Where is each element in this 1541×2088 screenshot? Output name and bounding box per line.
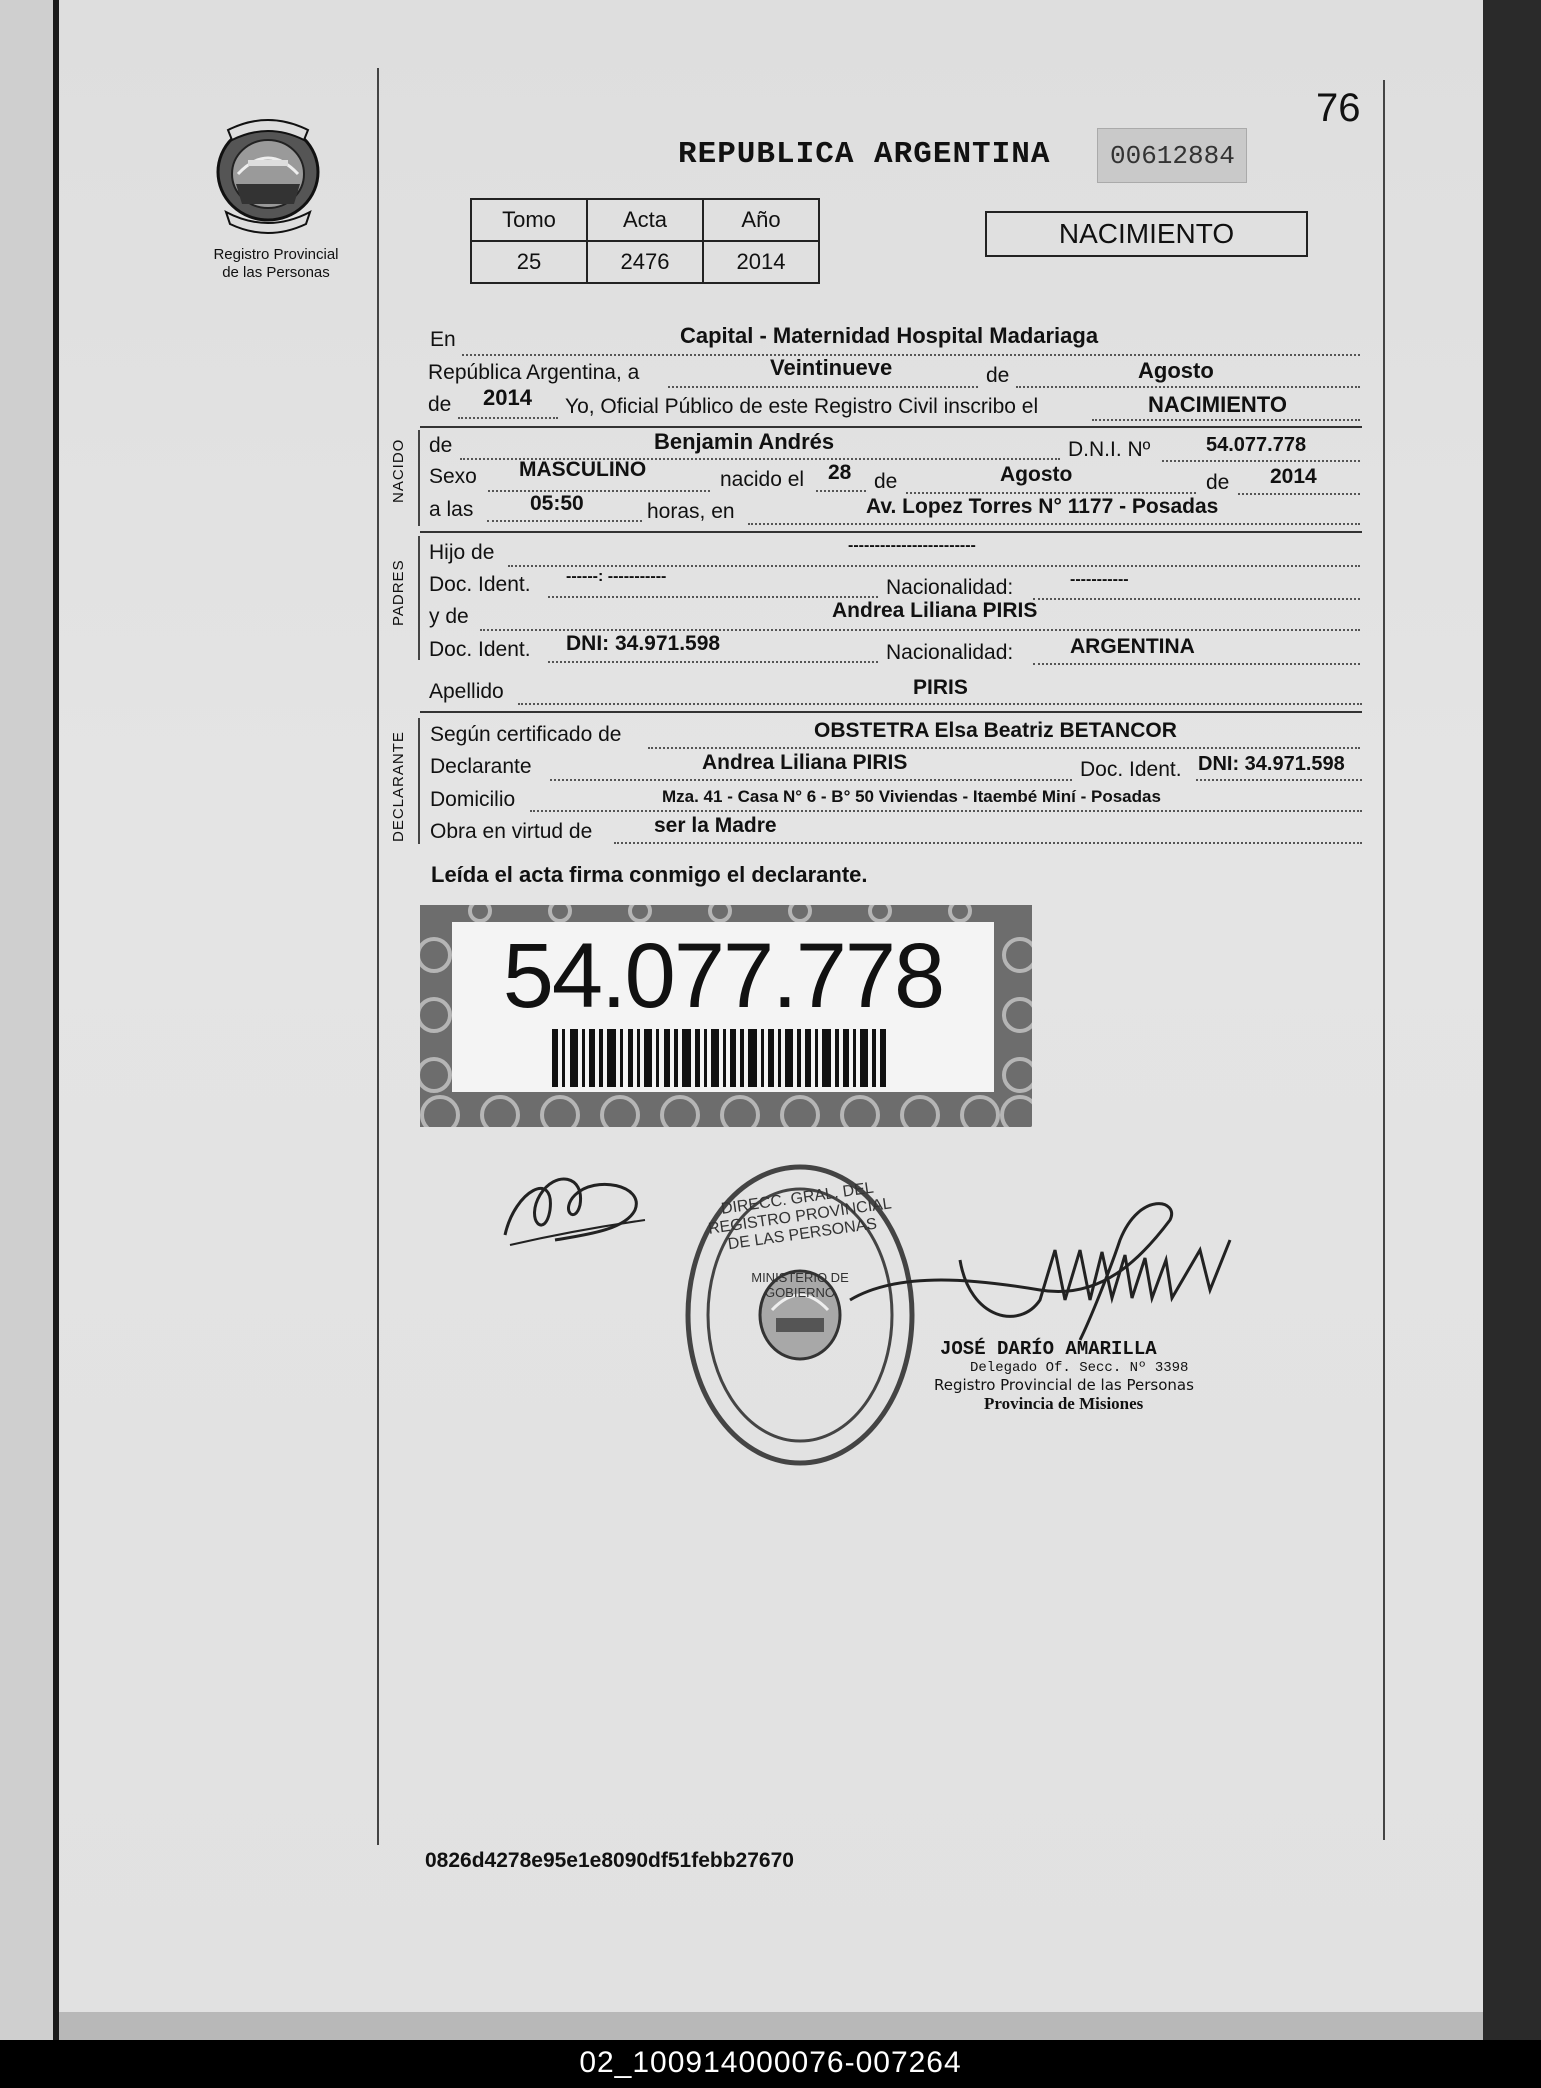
- birth-de-label: de: [874, 470, 898, 493]
- domicilio-label: Domicilio: [430, 788, 516, 811]
- scanner-right-margin: [1483, 0, 1541, 2040]
- official-name: JOSÉ DARÍO AMARILLA: [940, 1338, 1157, 1360]
- nacido-de-label: de: [429, 434, 453, 457]
- mother-line: [480, 629, 1360, 631]
- birth-de-label-2: de: [1206, 471, 1230, 494]
- month-value: Agosto: [1138, 358, 1214, 383]
- year-line: [458, 417, 558, 419]
- father-nationality-value: -----------: [1070, 571, 1129, 588]
- register-table: [470, 198, 820, 284]
- register-header-tomo: Tomo: [471, 199, 587, 241]
- dni-security-label: [420, 905, 1032, 1127]
- apellido-label: Apellido: [429, 680, 504, 703]
- mother-nationality-line: [1033, 663, 1360, 665]
- page-number: 76: [1316, 86, 1361, 130]
- father-doc-value: ------: -----------: [566, 568, 667, 585]
- nacido-section-label: NACIDO: [390, 438, 407, 503]
- stamp-inner-text: MINISTERIO DE GOBIERNO: [751, 1270, 849, 1300]
- time-value: 05:50: [530, 492, 584, 515]
- register-value-acta: 2476: [587, 241, 703, 283]
- address-line: [748, 523, 1360, 525]
- en-label: En: [430, 328, 456, 351]
- padres-section-label: PADRES: [390, 559, 407, 626]
- father-doc-line: [548, 596, 878, 598]
- certificado-value: OBSTETRA Elsa Beatriz BETANCOR: [814, 719, 1177, 742]
- country-heading: REPUBLICA ARGENTINA: [678, 137, 1051, 172]
- declarant-signature: [495, 1150, 655, 1260]
- apellido-divider: [420, 711, 1362, 713]
- scanner-left-margin: [0, 0, 53, 2040]
- logo-caption-line-2: de las Personas: [222, 264, 330, 281]
- nacido-divider: [420, 531, 1362, 533]
- dni-line: [1162, 460, 1360, 462]
- day-line: [668, 386, 978, 388]
- republica-label: República Argentina, a: [428, 361, 640, 384]
- father-value: ------------------------: [848, 537, 976, 554]
- official-province: Provincia de Misiones: [984, 1394, 1144, 1413]
- sexo-value: MASCULINO: [519, 458, 647, 481]
- declarante-doc-value: DNI: 34.971.598: [1198, 753, 1345, 775]
- register-header-acta: Acta: [587, 199, 703, 241]
- declarante-value: Andrea Liliana PIRIS: [702, 751, 908, 774]
- provincial-coat-of-arms-logo: [208, 112, 328, 242]
- birth-month-line: [906, 492, 1196, 494]
- hijo-de-label: Hijo de: [429, 541, 495, 564]
- father-nationality-label: Nacionalidad:: [886, 576, 1014, 599]
- month-de-label: de: [986, 364, 1010, 387]
- horas-en-label: horas, en: [647, 500, 735, 523]
- right-margin-rule: [1383, 80, 1385, 1840]
- register-value-tomo: 25: [471, 241, 587, 283]
- certificado-label: Según certificado de: [430, 723, 622, 746]
- birth-year-line: [1238, 493, 1360, 495]
- birth-year-value: 2014: [1270, 465, 1317, 488]
- declarante-label: Declarante: [430, 755, 532, 778]
- left-margin-rule: [377, 68, 379, 1845]
- obra-label: Obra en virtud de: [430, 820, 593, 843]
- nacido-bracket: [418, 430, 420, 526]
- record-type-box: NACIMIENTO: [985, 211, 1308, 257]
- mother-doc-label: Doc. Ident.: [429, 638, 531, 661]
- document-hash: 0826d4278e95e1e8090df51febb27670: [425, 1849, 794, 1872]
- obra-line: [614, 842, 1362, 844]
- dni-label-number: 54.077.778: [502, 925, 944, 1027]
- domicilio-line: [530, 810, 1362, 812]
- act-line: [1092, 419, 1360, 421]
- register-value-ano: 2014: [703, 241, 819, 283]
- obra-value: ser la Madre: [654, 814, 777, 837]
- birth-month-value: Agosto: [1000, 463, 1073, 486]
- padres-bracket: [418, 536, 420, 660]
- declarante-line: [550, 779, 1072, 781]
- place-value: Capital - Maternidad Hospital Madariaga: [680, 323, 1099, 348]
- birth-day-line: [816, 490, 866, 492]
- certificado-line: [648, 747, 1360, 749]
- child-dni-value: 54.077.778: [1206, 434, 1307, 456]
- domicilio-value: Mza. 41 - Casa N° 6 - B° 50 Viviendas - Itaembé Miní - Posadas: [662, 787, 1161, 806]
- declarante-bracket: [418, 718, 420, 844]
- mother-doc-line: [548, 661, 878, 663]
- act-value: NACIMIENTO: [1148, 392, 1287, 417]
- official-role: Delegado Of. Secc. Nº 3398: [970, 1360, 1189, 1376]
- logo-caption-line-1: Registro Provincial: [213, 246, 339, 263]
- a-las-label: a las: [429, 498, 474, 521]
- mother-nationality-value: ARGENTINA: [1070, 635, 1195, 658]
- intro-divider: [420, 426, 1362, 428]
- dni-label: D.N.I. Nº: [1068, 438, 1151, 461]
- day-value: Veintinueve: [770, 355, 893, 380]
- official-signature: [840, 1180, 1280, 1360]
- y-de-label: y de: [429, 605, 469, 628]
- year-de-label: de: [428, 393, 452, 416]
- official-registry: Registro Provincial de las Personas: [934, 1376, 1194, 1394]
- child-name-value: Benjamin Andrés: [654, 429, 835, 454]
- time-line: [487, 520, 642, 522]
- mother-name-value: Andrea Liliana PIRIS: [832, 599, 1038, 622]
- year-value: 2014: [483, 385, 532, 410]
- birth-address-value: Av. Lopez Torres N° 1177 - Posadas: [866, 495, 1219, 518]
- register-header-ano: Año: [703, 199, 819, 241]
- month-line: [1016, 386, 1360, 388]
- father-nationality-line: [1033, 598, 1360, 600]
- stamp-outer-text: DIRECC. GRAL. DEL REGISTRO PROVINCIAL DE LAS PERSONAS: [707, 1179, 893, 1254]
- barcode-icon: [552, 1029, 892, 1087]
- statement-text: Yo, Oficial Público de este Registro Civil inscribo el: [565, 395, 1039, 418]
- apellido-value: PIRIS: [913, 676, 968, 699]
- apellido-line: [518, 703, 1362, 705]
- declarante-section-label: DECLARANTE: [390, 731, 407, 842]
- sexo-line: [488, 490, 710, 492]
- father-doc-label: Doc. Ident.: [429, 573, 531, 596]
- birth-day-value: 28: [828, 461, 852, 484]
- closing-statement: Leída el acta firma conmigo el declarante.: [431, 862, 868, 887]
- scan-id: 02_100914000076-007264: [579, 2046, 962, 2079]
- declarante-doc-line: [1196, 779, 1362, 781]
- father-line: [508, 565, 1360, 567]
- serial-number: 00612884: [1097, 128, 1247, 183]
- logo-caption: [196, 246, 356, 282]
- dni-label-inner: [452, 922, 994, 1092]
- mother-nationality-label: Nacionalidad:: [886, 641, 1014, 664]
- sexo-label: Sexo: [429, 465, 477, 488]
- nacido-el-label: nacido el: [720, 468, 805, 491]
- en-line: [462, 354, 1360, 356]
- declarante-doc-label: Doc. Ident.: [1080, 758, 1182, 781]
- mother-doc-value: DNI: 34.971.598: [566, 632, 721, 655]
- official-block: [934, 1338, 1240, 1414]
